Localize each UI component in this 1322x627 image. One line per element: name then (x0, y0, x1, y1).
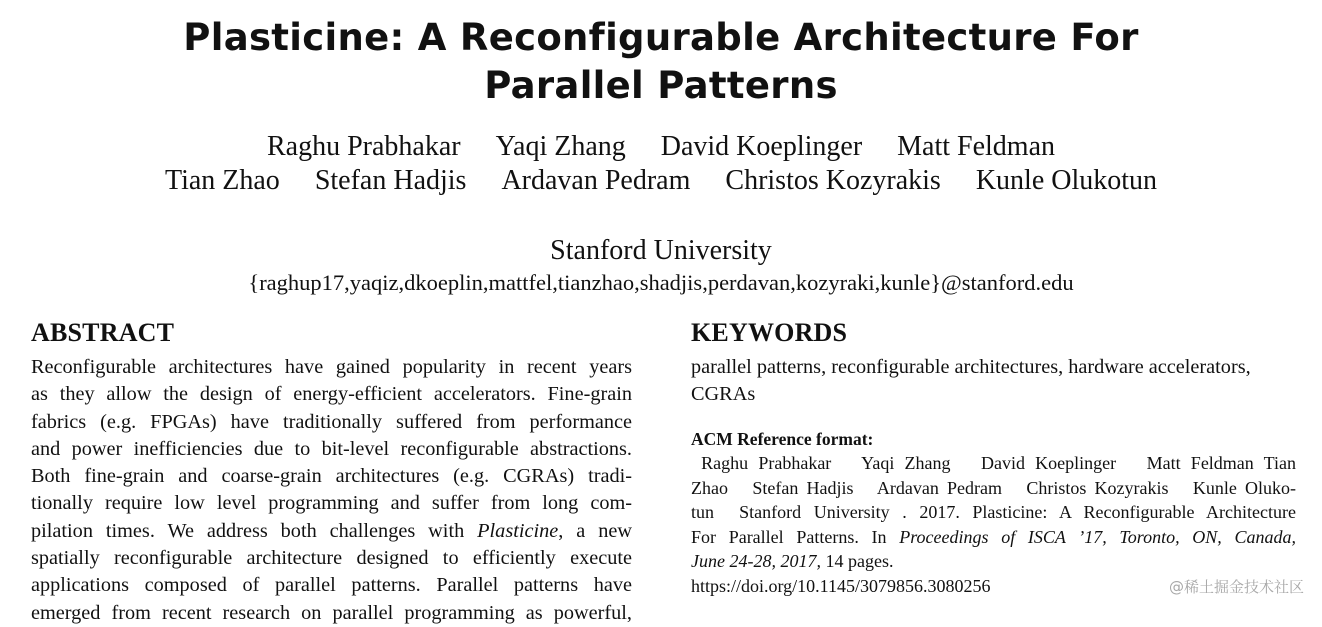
keywords-line: parallel patterns, reconfigurable architectures, hardware accelerators, (691, 356, 1251, 378)
keywords-line: CGRAs (691, 383, 756, 405)
abstract-line: and power inefficiencies due to bit-level reconfigurable abstractions. (31, 437, 632, 460)
title-line-1: Plasticine: A Reconfigurable Architecture For (183, 16, 1139, 59)
abstract-body (31, 354, 632, 627)
authors-row-1 (0, 130, 1322, 164)
author: Matt Feldman (897, 131, 1056, 162)
watermark: @稀土掘金技术社区 (1168, 578, 1304, 596)
keywords-body (691, 354, 1296, 408)
acm-line: Raghu Prabhakar Yaqi Zhang David Koeplinger Matt Feldman Tian (691, 453, 1296, 473)
abstract-section (31, 316, 632, 627)
author: Stefan Hadjis (314, 165, 467, 196)
author: David Koeplinger (660, 131, 863, 162)
author: Kunle Olukotun (975, 165, 1158, 196)
acm-line: tun Stanford University . 2017. Plasticine: A Reconfigurable Architecture (691, 502, 1296, 523)
abstract-line: tionally require low level programming and suffer from long com- (31, 492, 632, 515)
abstract-line: fabrics (e.g. FPGAs) have traditionally suffered from performance (31, 410, 632, 433)
author: Ardavan Pedram (501, 165, 691, 196)
author: Christos Kozyrakis (725, 165, 941, 196)
abstract-heading: ABSTRACT (31, 318, 175, 347)
system-name: Plasticine (477, 519, 559, 542)
author: Yaqi Zhang (495, 131, 626, 162)
author: Tian Zhao (164, 165, 280, 196)
abstract-line: as they allow the design of energy-efficient accelerators. Fine-grain (31, 383, 632, 406)
author: Raghu Prabhakar (266, 131, 461, 162)
acm-reference-heading: ACM Reference format: (691, 429, 874, 449)
keywords-section (691, 316, 1296, 599)
acm-pages: 14 pages. (820, 551, 894, 572)
acm-venue-date: June 24-28, 2017, (691, 551, 821, 572)
affiliation: Stanford University (550, 235, 772, 266)
keywords-heading: KEYWORDS (691, 318, 848, 347)
abstract-line-7 (31, 518, 632, 545)
abstract-line-7-head: pilation times. We address both challenges with (31, 519, 478, 542)
acm-line-4 (691, 525, 1296, 550)
author-emails: {raghup17,yaqiz,dkoeplin,mattfel,tianzhao,shadjis,perdavan,kozyraki,kunle}@stanford.edu (248, 270, 1074, 295)
acm-line-5 (691, 549, 1296, 574)
abstract-line: applications composed of parallel patterns. Parallel patterns have (31, 574, 632, 597)
title-line-2: Parallel Patterns (484, 64, 838, 107)
acm-line: Zhao Stefan Hadjis Ardavan Pedram Christos Kozyrakis Kunle Oluko- (691, 477, 1296, 498)
abstract-line-7-tail: , a new (558, 519, 632, 542)
abstract-line: spatially reconfigurable architecture designed to efficiently execute (31, 547, 632, 570)
authors-row-2 (0, 164, 1322, 198)
paper-title (0, 14, 1322, 110)
abstract-line: Both fine-grain and coarse-grain architectures (e.g. CGRAs) tradi- (31, 465, 632, 488)
acm-doi[interactable]: https://doi.org/10.1145/3079856.3080256 (691, 575, 991, 596)
acm-line-4-head: For Parallel Patterns. In (691, 526, 900, 547)
acm-venue: Proceedings of ISCA ’17, Toronto, ON, Canada, (899, 526, 1296, 547)
abstract-line: emerged from recent research on parallel programming as powerful, (31, 601, 632, 624)
abstract-line: Reconfigurable architectures have gained popularity in recent years (31, 356, 632, 378)
